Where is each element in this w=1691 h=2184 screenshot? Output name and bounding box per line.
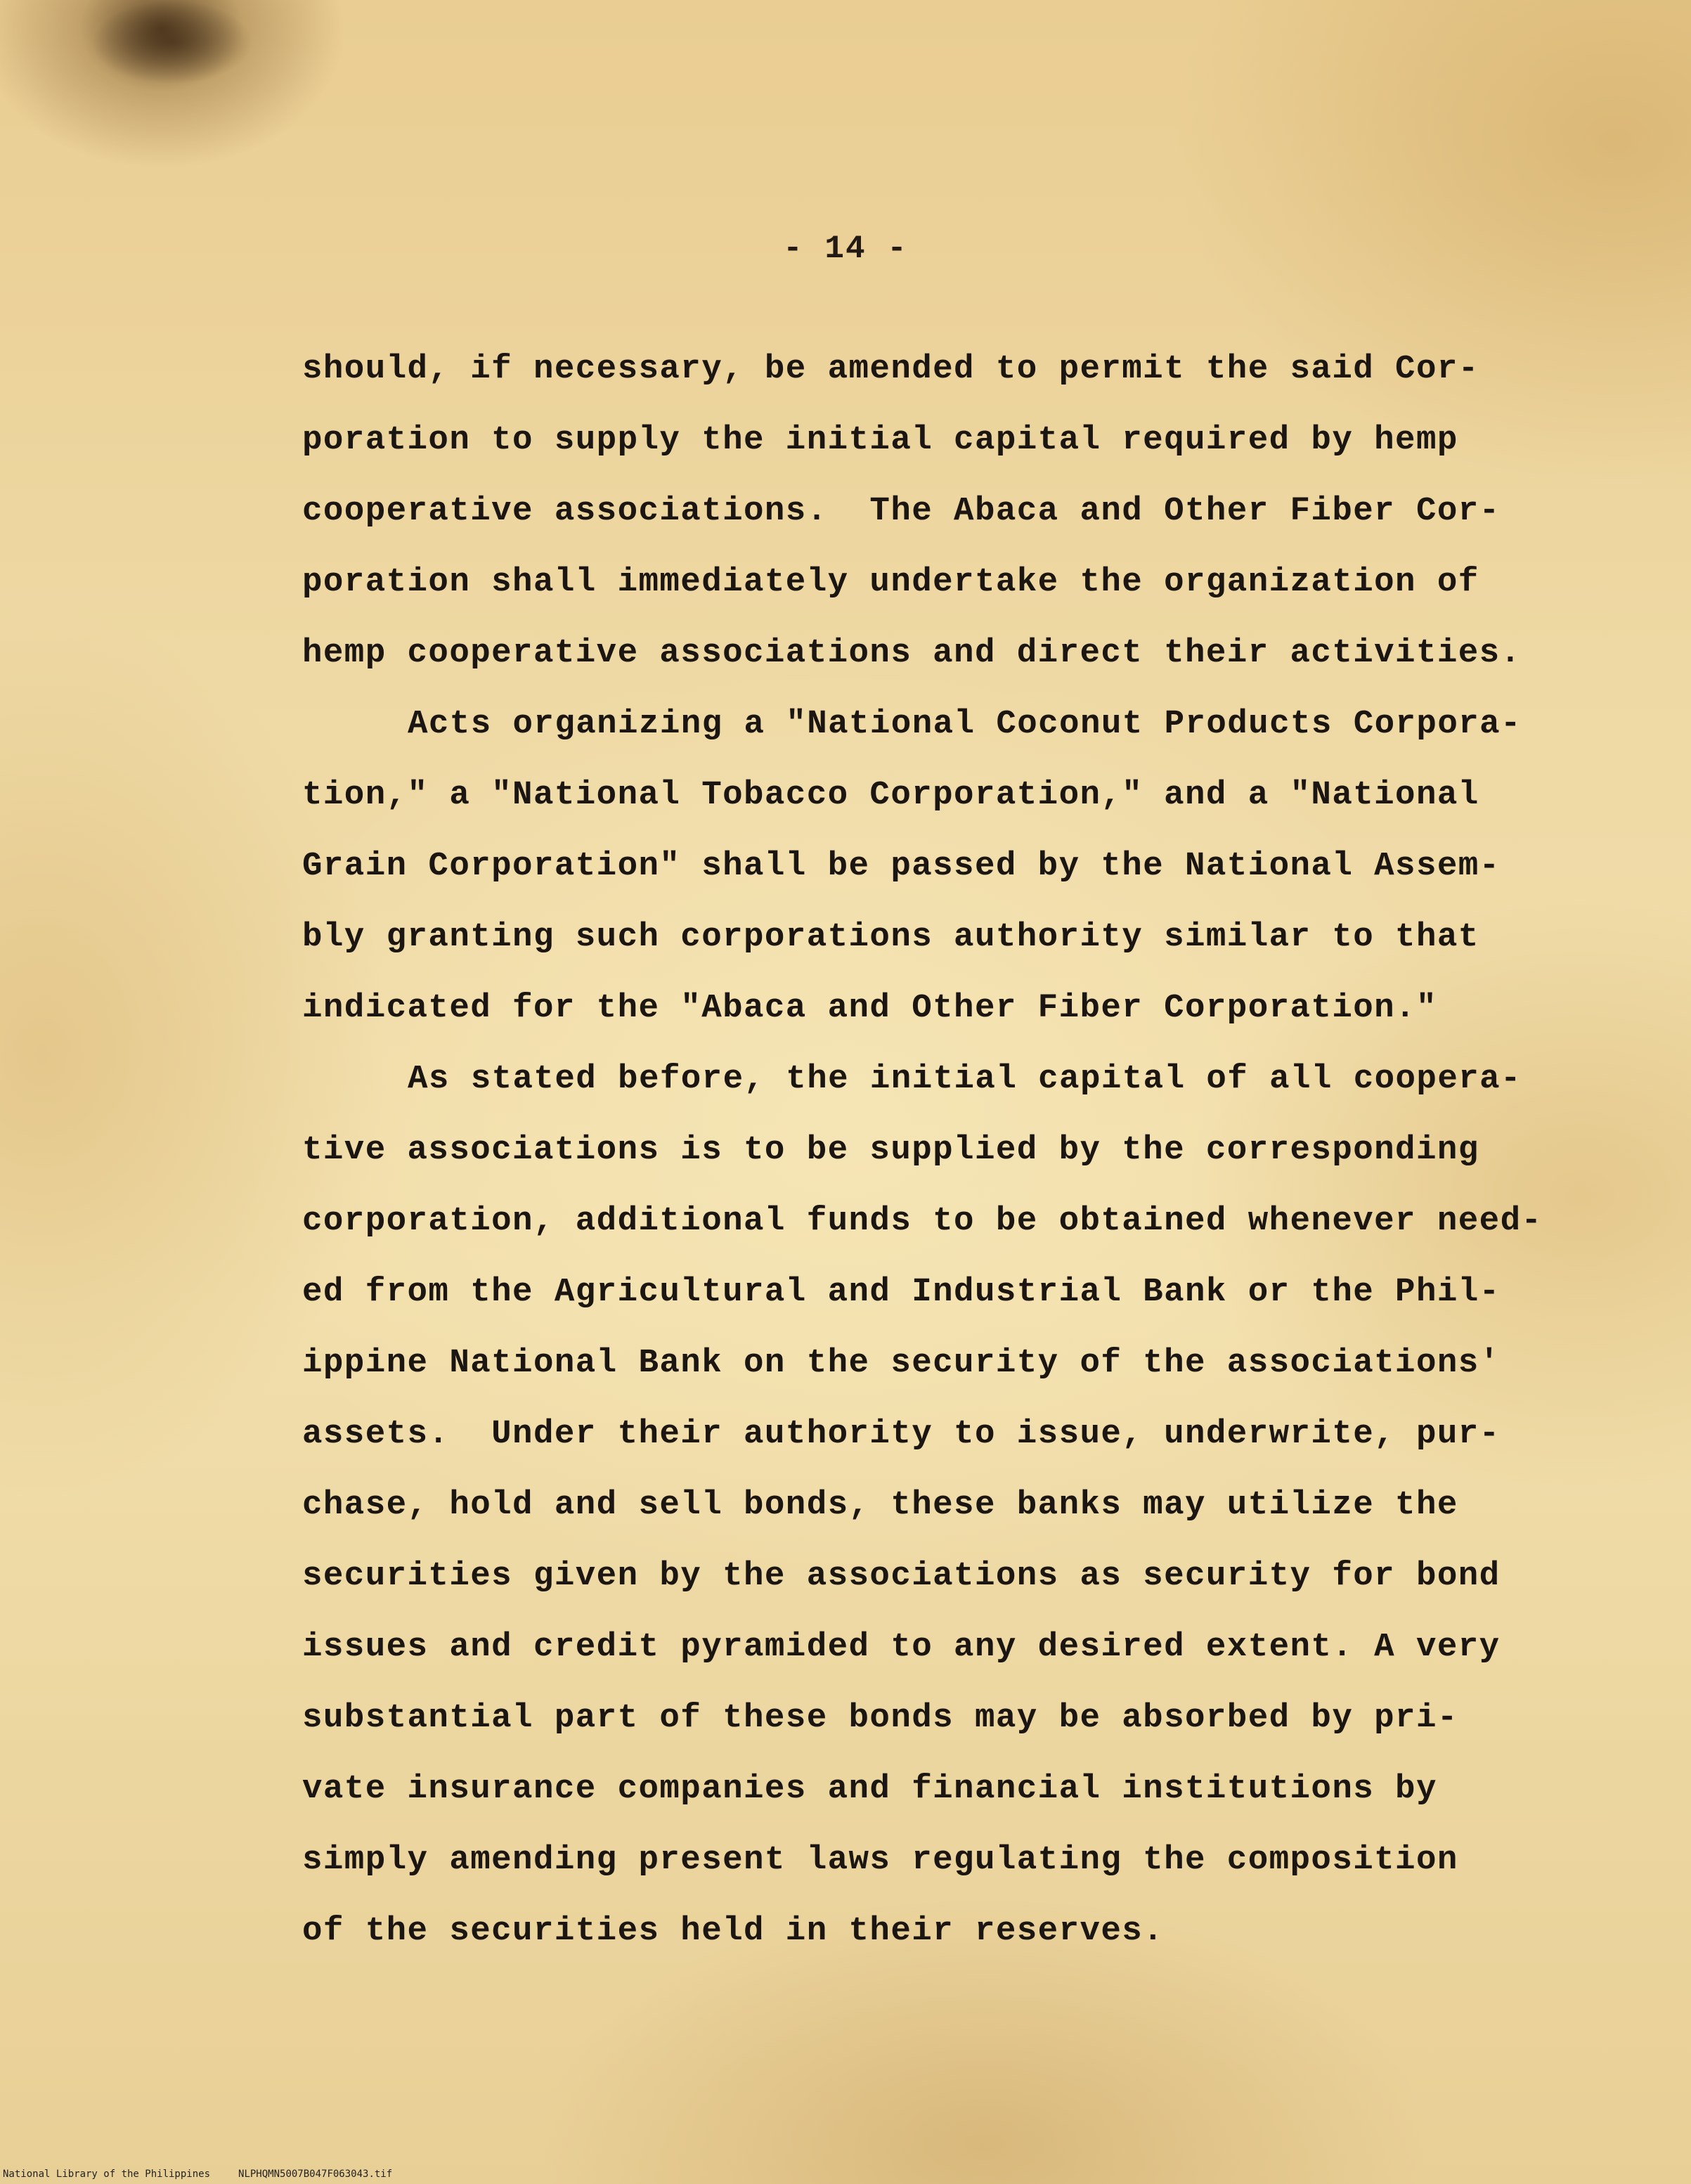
text-line: ippine National Bank on the security of the associations' [302,1344,1501,1382]
scan-filename: NLPHQMN5007B047F063043.tif [238,2169,393,2180]
archive-footer [3,2169,420,2180]
text-line: chase, hold and sell bonds, these banks may utilize the [302,1486,1458,1524]
page-number: - 14 - [783,231,908,267]
text-line: hemp cooperative associations and direct their activities. [302,634,1522,672]
text-line: indicated for the "Abaca and Other Fiber Corporation." [302,989,1437,1027]
text-line: of the securities held in their reserves. [302,1912,1165,1950]
text-line: simply amending present laws regulating the composition [302,1841,1458,1879]
paragraph-start-line: As stated before, the initial capital of all coopera- [408,1060,1522,1098]
text-line: tive associations is to be supplied by the corresponding [302,1131,1479,1169]
library-credit: National Library of the Philippines [3,2169,211,2180]
text-line: bly granting such corporations authority similar to that [302,918,1479,956]
text-line: ed from the Agricultural and Industrial Bank or the Phil- [302,1273,1501,1311]
stain-mark [91,0,253,84]
document-body [302,334,1588,1967]
text-line: vate insurance companies and financial institutions by [302,1770,1437,1808]
text-line: poration to supply the initial capital required by hemp [302,421,1458,459]
text-line: corporation, additional funds to be obtained whenever need- [302,1202,1543,1240]
text-line: substantial part of these bonds may be absorbed by pri- [302,1699,1458,1737]
text-line: should, if necessary, be amended to permit the said Cor- [302,350,1479,388]
paragraph-start-line: Acts organizing a "National Coconut Products Corpora- [408,705,1522,743]
text-line: Grain Corporation" shall be passed by the National Assem- [302,847,1501,885]
text-line: assets. Under their authority to issue, underwrite, pur- [302,1415,1501,1453]
text-line: poration shall immediately undertake the organization of [302,563,1479,601]
text-line: tion," a "National Tobacco Corporation," and a "National [302,776,1479,814]
text-line: securities given by the associations as security for bond [302,1557,1501,1595]
text-line: cooperative associations. The Abaca and Other Fiber Cor- [302,492,1501,530]
text-line: issues and credit pyramided to any desired extent. A very [302,1628,1501,1666]
